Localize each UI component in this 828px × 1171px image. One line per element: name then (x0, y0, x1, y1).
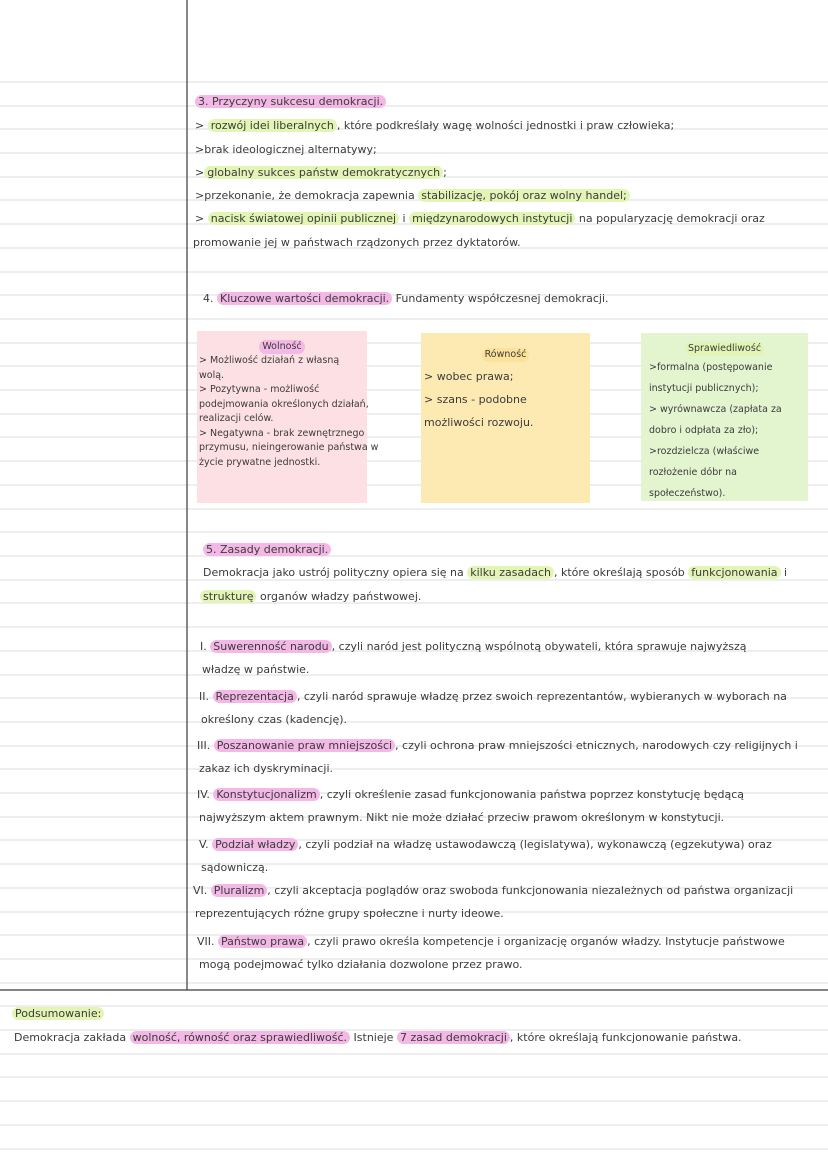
summary-text: Demokracja zakłada wolność, równość oraz sprawiedliwość. Istnieje 7 zasad demokracji , które określają funkcjonowanie państwa. (14, 1031, 742, 1044)
box-sprawiedliwosc (641, 333, 808, 501)
principle-line: II. Reprezentacja , czyli naród sprawuje władzę przez swoich reprezentantów, wybieranych w wyborach na (199, 690, 787, 703)
principle-continuation: mogą podejmować tylko działania dozwolone przez prawo. (199, 958, 523, 971)
section3-title: 3. Przyczyny sukcesu demokracji. (195, 95, 386, 109)
box-line: > Negatywna - brak zewnętrznego (199, 427, 365, 439)
principle-continuation: władzę w państwie. (202, 663, 310, 676)
section3-line6: promowanie jej w państwach rządzonych przez dyktatorów. (193, 236, 521, 249)
principle-continuation: zakaz ich dyskryminacji. (199, 762, 334, 775)
box-line: >rozdzielcza (właściwe (649, 446, 760, 457)
box-line: > wyrównawcza (zapłata za (649, 404, 782, 415)
box-line: społeczeństwo). (649, 488, 726, 499)
box-wolnosc (197, 331, 379, 503)
box-line: > Możliwość działań z własną (199, 355, 340, 366)
box-line: > szans - podobne (424, 393, 527, 406)
box-line: życie prywatne jednostki. (199, 456, 321, 468)
section4-title: 4. Kluczowe wartości demokracji. Fundamenty współczesnej demokracji. (203, 292, 609, 305)
principle-line: VI. Pluralizm , czyli akceptacja poglądów oraz swoboda funkcjonowania niezależnych od państwa organizacji (193, 884, 794, 897)
box-line: rozłożenie dóbr na (649, 467, 738, 478)
principle-continuation: najwyższym aktem prawnym. Nikt nie może działać przeciw prawom określonym w konstytucji. (199, 811, 725, 824)
box-line: możliwości rozwoju. (424, 416, 534, 429)
section3-line1: > rozwój idei liberalnych , które podkreślały wagę wolności jednostki i praw człowieka; (195, 119, 675, 132)
box-line: > Pozytywna - możliwość (199, 384, 320, 395)
principle-continuation: reprezentujących różne grupy społeczne i nurty ideowe. (195, 907, 504, 920)
section5-intro1: Demokracja jako ustrój polityczny opiera się na kilku zasadach , które określają sposób funkcjonowania i (203, 566, 788, 579)
sprawiedliwosc-header: Sprawiedliwość (685, 342, 764, 356)
principle-line: IV. Konstytucjonalizm , czyli określenie zasad funkcjonowania państwa poprzez konstytucję będącą (197, 788, 744, 801)
box-line: dobro i odpłata za zło); (649, 425, 759, 436)
principle-continuation: określony czas (kadencję). (201, 713, 348, 726)
box-rownosc (421, 333, 590, 503)
section3-line3: > globalny sukces państw demokratycznych ; (195, 166, 447, 179)
section3-line4: >przekonanie, że demokracja zapewnia stabilizację, pokój oraz wolny handel; (195, 189, 630, 203)
principle-line: I. Suwerenność narodu , czyli naród jest polityczną wspólnotą obywateli, która sprawuje najwyższą (200, 640, 747, 653)
section5-intro2: strukturę organów władzy państwowej. (200, 590, 421, 604)
principle-line: V. Podział władzy , czyli podział na władzę ustawodawczą (legislatywa), wykonawczą (egzekutywa) oraz (199, 838, 772, 851)
wolnosc-header: Wolność (259, 340, 304, 354)
box-line: realizacji celów. (199, 413, 274, 424)
box-line: podejmowania określonych działań, (199, 398, 369, 410)
summary-label: Podsumowanie: (12, 1007, 104, 1021)
section5-title: 5. Zasady demokracji. (203, 543, 331, 557)
box-line: instytucji publicznych); (649, 383, 759, 394)
section3-line2: >brak ideologicznej alternatywy; (195, 143, 377, 156)
principle-continuation: sądowniczą. (201, 861, 269, 874)
principle-line: VII. Państwo prawa , czyli prawo określa kompetencje i organizację organów władzy. Instytucje państwowe (197, 935, 785, 948)
box-line: przymusu, nieingerowanie państwa w (199, 442, 379, 453)
box-line: wolą. (199, 369, 225, 381)
box-line: > wobec prawa; (424, 370, 514, 383)
box-line: >formalna (postępowanie (649, 362, 773, 373)
rownosc-header: Równość (482, 348, 530, 362)
section3-line5: > nacisk światowej opinii publicznej i międzynarodowych instytucji na popularyzację demokracji oraz (195, 212, 765, 225)
principle-line: III. Poszanowanie praw mniejszości , czyli ochrona praw mniejszości etnicznych, narodowych czy religijnych i (197, 739, 798, 752)
